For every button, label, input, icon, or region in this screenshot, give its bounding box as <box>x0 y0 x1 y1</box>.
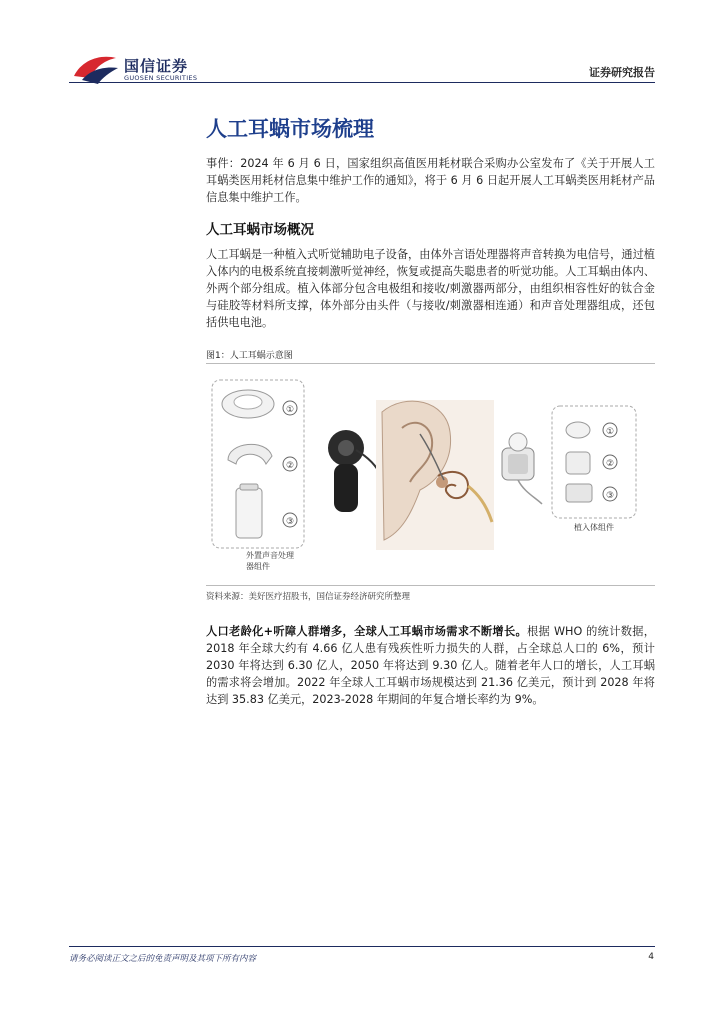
growth-paragraph <box>206 623 655 708</box>
intro-paragraph: 事件：2024 年 6 月 6 日，国家组织高值医用耗材联合采购办公室发布了《关于开展人工耳蜗类医用耗材信息集中维护工作的通知》，将于 6 月 6 日起开展人工耳蜗类医用耗材产品信息集中维护工作。 <box>206 157 655 204</box>
figure-bottom-rule <box>206 585 655 586</box>
page-number: 4 <box>648 952 654 962</box>
figure-caption: 图1：人工耳蜗示意图 <box>206 351 293 361</box>
battery-illustration <box>236 484 262 538</box>
overview-paragraph: 人工耳蜗是一种植入式听觉辅助电子设备，由体外言语处理器将声音转换为电信号，通过植入体内的电极系统直接刺激听觉神经，恢复或提高失聪患者的听觉功能。人工耳蜗由体内、外两个部分组成。植入体部分包含电极组和接收/刺激器两部分，由组织相容性好的钛合金与硅胶等材料所支撑，体外部分由头件（与接收/刺激器相连通）和声音处理器组成，还包括供电电池。 <box>206 248 655 329</box>
section-title: 人工耳蜗市场概况 <box>206 222 314 238</box>
processor-illustration <box>228 444 272 464</box>
external-components-label: 外置声音处理器组件 <box>246 551 294 571</box>
marker-1-right: ① <box>605 427 615 437</box>
marker-3: ③ <box>285 517 295 527</box>
ear-anatomy-illustration <box>376 400 494 550</box>
header-divider <box>69 82 655 83</box>
growth-body: 根据 WHO 的统计数据，2018 年全球大约有 4.66 亿人患有残疾性听力损失的人群，占全球总人口的 6%，预计 2030 年将达到 6.30 亿人，2050 年将达到 9.30 亿人。随着老年人口的增长，人工耳蜗的需求将会增加。2022 年全球人工耳蜗市场规模达到 21.36 亿美元，预计到 2028 年将达到 35.83 亿美元，2023-2028 年期间的年复合增长率约为 9%。 <box>206 625 655 706</box>
cochlear-implant-figure <box>206 372 655 580</box>
figure-source: 资料来源：美好医疗招股书，国信证券经济研究所整理 <box>206 592 411 602</box>
page-title: 人工耳蜗市场梳理 <box>206 117 374 141</box>
marker-2: ② <box>285 461 295 471</box>
marker-2-right: ② <box>605 459 615 469</box>
sound-processor-device <box>328 430 381 512</box>
marker-1: ① <box>285 405 295 415</box>
marker-3-right: ③ <box>605 491 615 501</box>
headpiece-illustration <box>222 390 274 418</box>
report-type-label: 证券研究报告 <box>589 66 655 79</box>
implant-components <box>566 422 592 502</box>
logo-text-en: GUOSEN SECURITIES <box>124 74 198 82</box>
footer-divider <box>69 946 655 947</box>
growth-lead: 人口老龄化+听障人群增多，全球人工耳蜗市场需求不断增长。 <box>206 625 528 638</box>
figure-top-rule <box>206 363 655 364</box>
implant-device <box>502 433 542 504</box>
logo-text-cn: 国信证券 <box>124 57 189 75</box>
footer-disclaimer: 请务必阅读正文之后的免责声明及其项下所有内容 <box>69 954 257 964</box>
implant-components-label: 植入体组件 <box>574 523 614 532</box>
